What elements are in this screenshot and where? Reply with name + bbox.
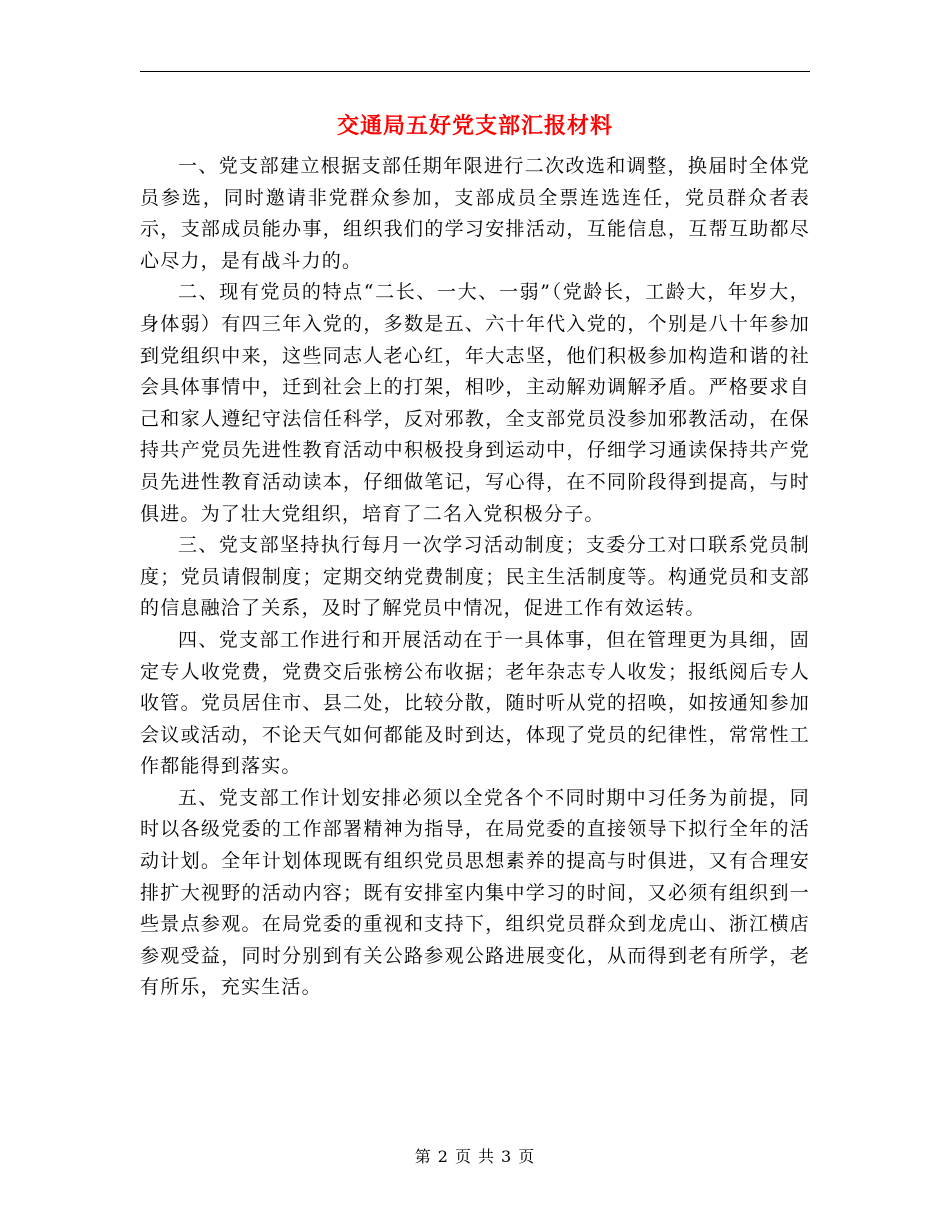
footer-prefix: 第 <box>414 1147 432 1166</box>
header-rule <box>140 71 810 72</box>
footer-page-word: 页 <box>454 1147 472 1166</box>
document-title: 交通局五好党支部汇报材料 <box>336 113 613 139</box>
footer-current-page: 2 <box>437 1147 449 1166</box>
document-body <box>140 151 810 1004</box>
paragraph-3: 三、党支部坚持执行每月一次学习活动制度；支委分工对口联系党员制度；党员请假制度；定期交纳党费制度；民主生活制度等。构通党员和支部的信息融洽了关系，及时了解党员中情况，促进工作有效运转。 <box>140 534 810 620</box>
paragraph-5: 五、党支部工作计划安排必须以全党各个不同时期中习任务为前提，同时以各级党委的工作部署精神为指导，在局党委的直接领导下拟行全年的活动计划。全年计划体现既有组织党员思想素养的提高与时俱进，又有合理安排扩大视野的活动内容；既有安排室内集中学习的时间，又必须有组织到一些景点参观。在局党委的重视和支持下，组织党员群众到龙虎山、浙江横店参观受益，同时分别到有关公路参观公路进展变化，从而得到老有所学，老有所乐，充实生活。 <box>140 786 810 999</box>
paragraph-2: 二、现有党员的特点“二长、一大、一弱”（党龄长，工龄大，年岁大，身体弱）有四三年入党的，多数是五、六十年代入党的，个别是八十年参加到党组织中来，这些同志人老心红，年大志坚，他们积极参加构造和谐的社会具体事情中，迁到社会上的打架，相吵，主动解劝调解矛盾。严格要求自己和家人遵纪守法信任科学，反对邪教，全支部党员没参加邪教活动，在保持共产党员先进性教育活动中积极投身到运动中，仔细学习通读保持共产党员先进性教育活动读本，仔细做笔记，写心得，在不同阶段得到提高，与时俱进。为了壮大党组织，培育了二名入党积极分子。 <box>140 281 810 525</box>
paragraph-1: 一、党支部建立根据支部任期年限进行二次改选和调整，换届时全体党员参选，同时邀请非党群众参加，支部成员全票连选连任，党员群众者表示，支部成员能办事，组织我们的学习安排活动，互能信息，互帮互助都尽心尽力，是有战斗力的。 <box>140 155 810 272</box>
footer-suffix: 页 <box>518 1147 536 1166</box>
footer-total-word: 共 <box>478 1147 496 1166</box>
paragraph-4: 四、党支部工作进行和开展活动在于一具体事，但在管理更为具细，固定专人收党费，党费交后张榜公布收据；老年杂志专人收发；报纸阅后专人收管。党员居住市、县二处，比较分散，随时听从党的招唤，如按通知参加会议或活动，不论天气如何都能及时到达，体现了党员的纪律性，常常性工作都能得到落实。 <box>140 628 810 778</box>
footer-total-pages: 3 <box>501 1147 513 1166</box>
page-footer <box>140 1146 810 1168</box>
